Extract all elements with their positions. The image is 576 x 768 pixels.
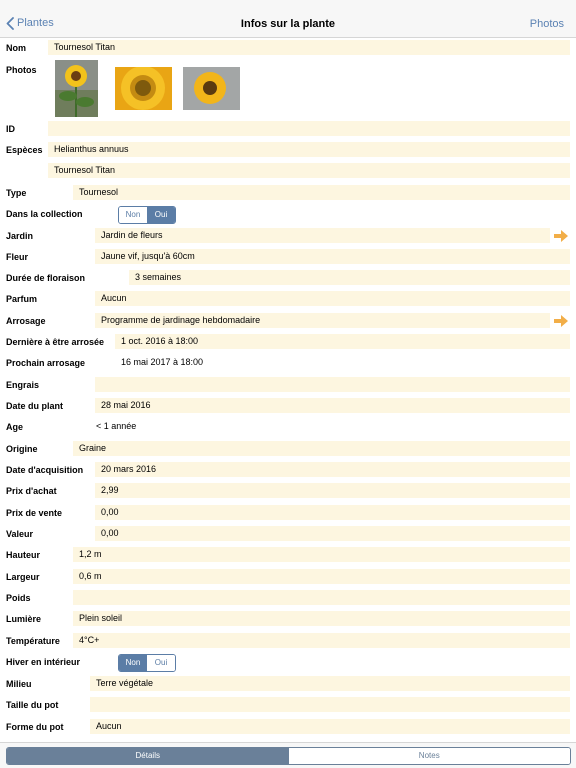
navigation-bar [0,0,576,38]
field-poids[interactable] [73,590,570,605]
field-prix-vente[interactable]: 0,00 [95,505,570,520]
label-floraison: Durée de floraison [6,273,86,283]
label-prochain-arrosage: Prochain arrosage [6,358,86,368]
value-age: < 1 année [96,421,137,431]
label-date-acquisition: Date d'acquisition [6,465,84,475]
row-prochain-arrosage [0,353,576,373]
label-forme-pot: Forme du pot [6,722,64,732]
field-prix-achat[interactable]: 2,99 [95,483,570,498]
field-taille-pot[interactable] [90,697,570,712]
row-date-plant [0,396,576,416]
label-parfum: Parfum [6,294,38,304]
arrow-right-icon[interactable] [554,230,568,242]
row-engrais [0,375,576,395]
field-engrais[interactable] [95,377,570,392]
hiver-segmented-control[interactable] [118,654,176,672]
row-collection [0,204,576,224]
label-hauteur: Hauteur [6,550,41,560]
row-valeur [0,524,576,544]
field-id[interactable] [48,121,570,136]
label-especes: Espèces [6,145,43,155]
collection-segmented-control[interactable] [118,206,176,224]
label-taille-pot: Taille du pot [6,700,59,710]
row-temperature [0,631,576,651]
field-derniere-arrosage[interactable]: 1 oct. 2016 à 18:00 [115,334,570,349]
row-milieu [0,674,576,694]
row-parfum [0,289,576,309]
label-arrosage: Arrosage [6,316,46,326]
row-derniere-arrosage [0,332,576,352]
field-nom[interactable]: Tournesol Titan [48,40,570,55]
field-fleur[interactable]: Jaune vif, jusqu'à 60cm [95,249,570,264]
page-title: Infos sur la plante [240,18,336,30]
label-prix-vente: Prix de vente [6,508,63,518]
row-origine [0,439,576,459]
field-floraison[interactable]: 3 semaines [129,270,570,285]
row-largeur [0,567,576,587]
value-prochain-arrosage: 16 mai 2017 à 18:00 [121,357,204,367]
tab-segmented-control[interactable] [6,747,571,765]
row-lumiere [0,609,576,629]
label-photos: Photos [6,65,37,75]
row-date-acquisition [0,460,576,480]
field-temperature[interactable]: 4°C+ [73,633,570,648]
tab-details[interactable]: Détails [7,748,289,764]
arrow-right-icon[interactable] [554,315,568,327]
row-hiver-interieur [0,652,576,672]
label-milieu: Milieu [6,679,32,689]
row-arrosage [0,311,576,331]
label-temperature: Température [6,636,60,646]
photos-button[interactable]: Photos [529,18,564,30]
label-nom: Nom [6,43,26,53]
row-hauteur [0,545,576,565]
hiver-option-non[interactable]: Non [119,655,147,671]
collection-option-oui[interactable]: Oui [147,207,175,223]
field-especes-common[interactable]: Tournesol Titan [48,163,570,178]
row-taille-pot [0,695,576,715]
label-poids: Poids [6,593,31,603]
row-poids [0,588,576,608]
field-especes[interactable]: Helianthus annuus [48,142,570,157]
label-jardin: Jardin [6,231,34,241]
field-date-acquisition[interactable]: 20 mars 2016 [95,462,570,477]
row-especes-common [0,161,576,181]
row-prix-vente [0,503,576,523]
collection-option-non[interactable]: Non [119,207,147,223]
field-date-plant[interactable]: 28 mai 2016 [95,398,570,413]
label-collection: Dans la collection [6,209,83,219]
label-largeur: Largeur [6,572,40,582]
field-largeur[interactable]: 0,6 m [73,569,570,584]
row-especes [0,140,576,160]
row-id [0,119,576,139]
label-type: Type [6,188,27,198]
photo-thumbnail-2[interactable] [115,67,172,110]
field-lumiere[interactable]: Plein soleil [73,611,570,626]
label-origine: Origine [6,444,38,454]
row-type [0,183,576,203]
field-forme-pot[interactable]: Aucun [90,719,570,734]
label-lumiere: Lumière [6,614,42,624]
field-origine[interactable]: Graine [73,441,570,456]
field-jardin[interactable]: Jardin de fleurs [95,228,550,243]
row-age [0,417,576,437]
row-fleur [0,247,576,267]
row-forme-pot [0,717,576,737]
label-derniere-arrosage: Dernière à être arrosée [6,337,105,347]
photo-thumbnail-3[interactable] [183,67,240,110]
field-arrosage[interactable]: Programme de jardinage hebdomadaire [95,313,550,328]
field-valeur[interactable]: 0,00 [95,526,570,541]
label-engrais: Engrais [6,380,40,390]
photo-thumbnail-1[interactable] [55,60,98,117]
row-jardin [0,226,576,246]
label-prix-achat: Prix d'achat [6,486,57,496]
field-milieu[interactable]: Terre végétale [90,676,570,691]
hiver-option-oui[interactable]: Oui [147,655,175,671]
label-id: ID [6,124,15,134]
row-floraison [0,268,576,288]
back-button-label: Plantes [17,17,54,29]
label-hiver-interieur: Hiver en intérieur [6,657,81,667]
field-parfum[interactable]: Aucun [95,291,570,306]
label-age: Age [6,422,24,432]
row-nom [0,38,576,58]
field-hauteur[interactable]: 1,2 m [73,547,570,562]
label-fleur: Fleur [6,252,29,262]
row-prix-achat [0,481,576,501]
label-date-plant: Date du plant [6,401,64,411]
tab-notes[interactable]: Notes [289,748,571,764]
field-type[interactable]: Tournesol [73,185,570,200]
label-valeur: Valeur [6,529,34,539]
bottom-toolbar [0,742,576,768]
